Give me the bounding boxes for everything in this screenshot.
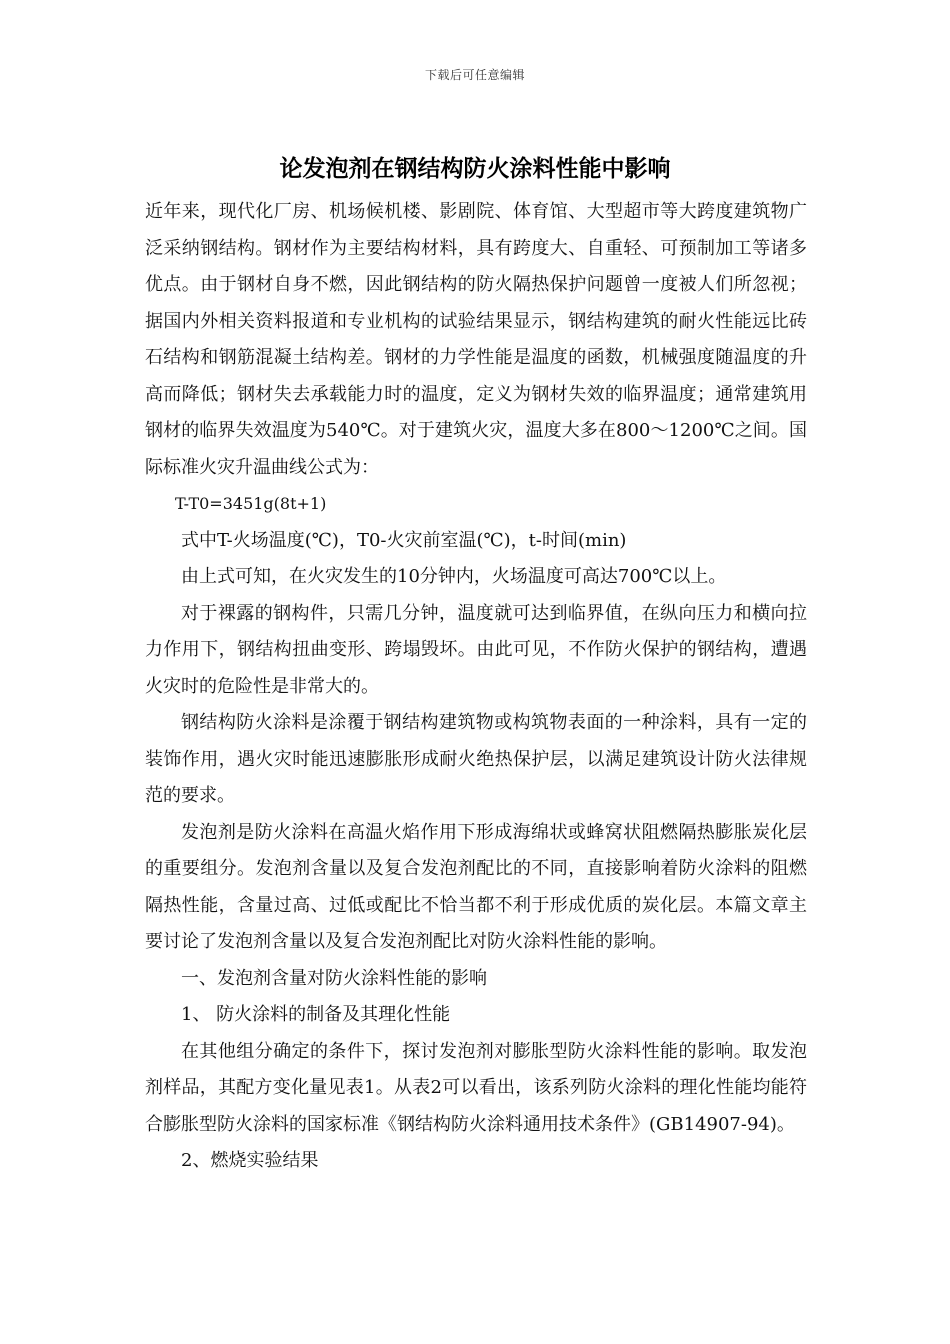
paragraph-foaming-agent: 发泡剂是防火涂料在高温火焰作用下形成海绵状或蜂窝状阻燃隔热膨胀炭化层的重要组分。发泡剂含量以及复合发泡剂配比的不同，直接影响着防火涂料的阻燃隔热性能，含量过高、过低或配比不恰当都不利于形成优质的炭化层。本篇文章主要讨论了发泡剂含量以及复合发泡剂配比对防火涂料性能的影响。 <box>145 821 807 952</box>
paragraph-formula-legend: 式中T-火场温度(℃)，T0-火灾前室温(℃)，t-时间(min) <box>181 529 627 551</box>
paragraph-fire-coating: 钢结构防火涂料是涂覆于钢结构建筑物或构筑物表面的一种涂料，具有一定的装饰作用，遇火灾时能迅速膨胀形成耐火绝热保护层，以满足建筑设计防火法律规范的要求。 <box>145 712 807 806</box>
paragraph-intro: 近年来，现代化厂房、机场候机楼、影剧院、体育馆、大型超市等大跨度建筑物广泛采纳钢结构。钢材作为主要结构材料，具有跨度大、自重轻、可预制加工等诸多优点。由于钢材自身不燃，因此钢结构的防火隔热保护问题曾一度被人们所忽视；据国内外相关资料报道和专业机构的试验结果显示，钢结构建筑的耐火性能远比砖石结构和钢筋混凝土结构差。钢材的力学性能是温度的函数，机械强度随温度的升高而降低；钢材失去承载能力时的温度，定义为钢材失效的临界温度；通常建筑用钢材的临界失效温度为540℃。对于建筑火灾，温度大多在800～1200℃之间。国际标准火灾升温曲线公式为： <box>145 201 807 478</box>
document-title: 论发泡剂在钢结构防火涂料性能中影响 <box>279 156 671 182</box>
paragraph-formula: T-T0=3451g(8t+1) <box>175 494 327 513</box>
paragraph-preparation: 在其他组分确定的条件下，探讨发泡剂对膨胀型防火涂料性能的影响。取发泡剂样品，其配方变化量见表1。从表2可以看出，该系列防火涂料的理化性能均能符合膨胀型防火涂料的国家标准《钢结构防火涂料通用技术条件》(GB14907-94)。 <box>145 1040 807 1135</box>
paragraph-exposed-steel: 对于裸露的钢构件，只需几分钟，温度就可达到临界值，在纵向压力和横向拉力作用下，钢结构扭曲变形、跨塌毁坏。由此可见，不作防火保护的钢结构，遭遇火灾时的危险性是非常大的。 <box>145 602 807 697</box>
subsection-heading-2: 2、燃烧实验结果 <box>181 1150 319 1171</box>
section-heading-1: 一、发泡剂含量对防火涂料性能的影响 <box>181 967 487 989</box>
paragraph-formula-conclusion: 由上式可知，在火灾发生的10分钟内，火场温度可高达700℃以上。 <box>181 566 727 587</box>
header-note: 下载后可任意编辑 <box>424 68 525 82</box>
subsection-heading-1: 1、 防火涂料的制备及其理化性能 <box>181 1004 451 1025</box>
document-body <box>145 194 807 1180</box>
